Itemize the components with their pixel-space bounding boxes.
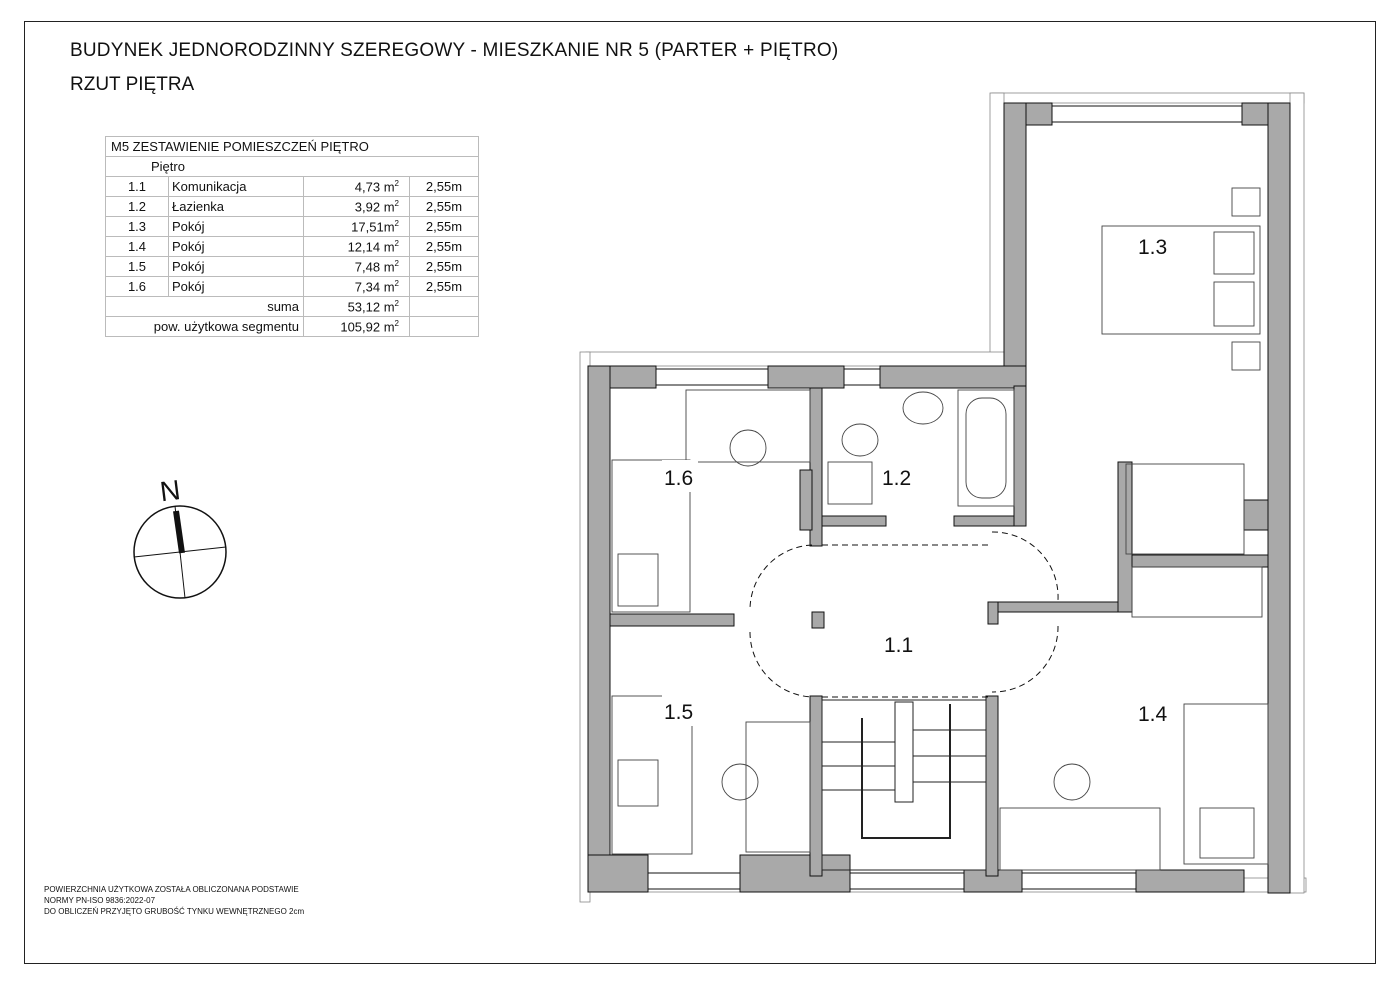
- door-swing: [992, 532, 1058, 600]
- drawing-subtitle: RZUT PIĘTRA: [70, 74, 195, 95]
- wall: [1118, 462, 1132, 612]
- sum-label: suma: [106, 297, 304, 317]
- sink-icon: [1232, 188, 1260, 216]
- wardrobe: [1126, 464, 1244, 554]
- footnote: [44, 884, 304, 917]
- wall: [1136, 870, 1244, 892]
- room-area: 3,92 $m^2$: [304, 197, 410, 217]
- toilet-icon: [842, 424, 878, 456]
- bed-room-1-3: [1102, 226, 1260, 334]
- wall: [810, 696, 822, 876]
- shower-tray: [828, 462, 872, 504]
- room-name: Pokój: [169, 277, 304, 297]
- wall: [768, 366, 844, 388]
- north-label: N: [158, 474, 183, 508]
- room-area: 7,48 $m^2$: [304, 257, 410, 277]
- desk: [1000, 808, 1160, 870]
- pillow: [618, 760, 658, 806]
- wall: [800, 470, 812, 530]
- window: [648, 873, 740, 889]
- room-labels: [662, 229, 1172, 726]
- window: [850, 873, 964, 889]
- stair-handrail: [895, 702, 913, 802]
- table-section: Piętro: [106, 157, 479, 177]
- insulation-layer: [580, 93, 1306, 902]
- sum-value: 53,12 $m^2$: [304, 297, 410, 317]
- room-label-1-2: 1.2: [882, 467, 912, 490]
- insulation-strip: [992, 93, 1304, 103]
- usable-area-value: 105,92 $m^2$: [304, 317, 410, 337]
- wall: [812, 612, 824, 628]
- wall: [1004, 103, 1026, 386]
- door-swing: [750, 545, 812, 610]
- wall: [822, 516, 886, 526]
- room-area: $17,51m^2$: [304, 217, 410, 237]
- room-name: Pokój: [169, 237, 304, 257]
- room-name: Pokój: [169, 217, 304, 237]
- pillow: [1214, 232, 1254, 274]
- table-caption: M5 ZESTAWIENIE POMIESZCZEŃ PIĘTRO: [106, 137, 479, 157]
- insulation-strip: [586, 352, 1006, 366]
- room-label-1-4: 1.4: [1138, 703, 1168, 726]
- stair-outline: [822, 700, 986, 870]
- room-label-1-1: 1.1: [884, 634, 914, 657]
- north-arrow: [134, 474, 226, 598]
- staircase: [822, 700, 986, 870]
- room-name: Komunikacja: [169, 177, 304, 197]
- bed-room-1-4: [1184, 704, 1268, 864]
- furniture: [612, 188, 1268, 870]
- north-needle: [176, 511, 182, 553]
- wall: [740, 855, 850, 892]
- desk: [686, 390, 810, 462]
- insulation-strip: [1290, 93, 1304, 893]
- room-height: 2,55m: [410, 277, 479, 297]
- footnote-line: NORMY PN-ISO 9836:2022-07: [44, 896, 156, 905]
- room-label-1-3: 1.3: [1138, 236, 1168, 259]
- pillow: [618, 554, 658, 606]
- chair-icon: [730, 430, 766, 466]
- footnote-line: POWIERZCHNIA UŻYTKOWA ZOSTAŁA OBLICZONANA PODSTAWIE: [44, 885, 299, 894]
- room-number: 1.4: [106, 237, 169, 257]
- room-area: 7,34 $m^2$: [304, 277, 410, 297]
- washbasin-icon: [903, 392, 943, 424]
- room-label-1-6: 1.6: [664, 467, 694, 490]
- bathtub-inner: [966, 398, 1006, 498]
- wall: [1132, 555, 1268, 567]
- windows: [648, 106, 1242, 889]
- window: [1052, 106, 1242, 122]
- door-swings: [750, 532, 1058, 697]
- room-height: 2,55m: [410, 177, 479, 197]
- room-name: Pokój: [169, 257, 304, 277]
- room-height: 2,55m: [410, 237, 479, 257]
- window: [1022, 873, 1136, 889]
- wall: [998, 602, 1118, 612]
- room-number: 1.6: [106, 277, 169, 297]
- room-name: Łazienka: [169, 197, 304, 217]
- room-height: 2,55m: [410, 197, 479, 217]
- room-number: 1.2: [106, 197, 169, 217]
- room-height: 2,55m: [410, 217, 479, 237]
- wall: [1014, 386, 1026, 526]
- room-number: 1.5: [106, 257, 169, 277]
- wall: [588, 366, 610, 892]
- drawing-title: BUDYNEK JEDNORODZINNY SZEREGOWY - MIESZKANIE NR 5 (PARTER + PIĘTRO): [70, 40, 839, 61]
- walls: [588, 103, 1290, 893]
- chair-icon: [1054, 764, 1090, 800]
- door-swing: [992, 626, 1058, 692]
- insulation-strip: [990, 93, 1004, 368]
- wall: [588, 855, 648, 892]
- window: [844, 369, 880, 385]
- room-area: 4,73 $m^2$: [304, 177, 410, 197]
- wall: [610, 614, 734, 626]
- wall: [1244, 500, 1268, 530]
- window: [656, 369, 768, 385]
- room-area: 12,14 $m^2$: [304, 237, 410, 257]
- door-swing: [750, 632, 812, 697]
- room-height: 2,55m: [410, 257, 479, 277]
- room-number: 1.1: [106, 177, 169, 197]
- usable-area-label: pow. użytkowa segmentu: [106, 317, 304, 337]
- footnote-line: DO OBLICZEŃ PRZYJĘTO GRUBOŚĆ TYNKU WEWNĘTRZNEGO 2cm: [44, 907, 305, 916]
- pillow: [1214, 282, 1254, 326]
- wall: [1268, 103, 1290, 893]
- wall: [988, 602, 998, 624]
- pillow: [1200, 808, 1254, 858]
- room-number: 1.3: [106, 217, 169, 237]
- wall: [880, 366, 1026, 388]
- stair-landing: [1132, 567, 1262, 617]
- desk: [746, 722, 810, 852]
- room-label-1-5: 1.5: [664, 701, 694, 724]
- sink-icon: [1232, 342, 1260, 370]
- wall: [986, 696, 998, 876]
- stair-run-line: [862, 704, 950, 838]
- chair-icon: [722, 764, 758, 800]
